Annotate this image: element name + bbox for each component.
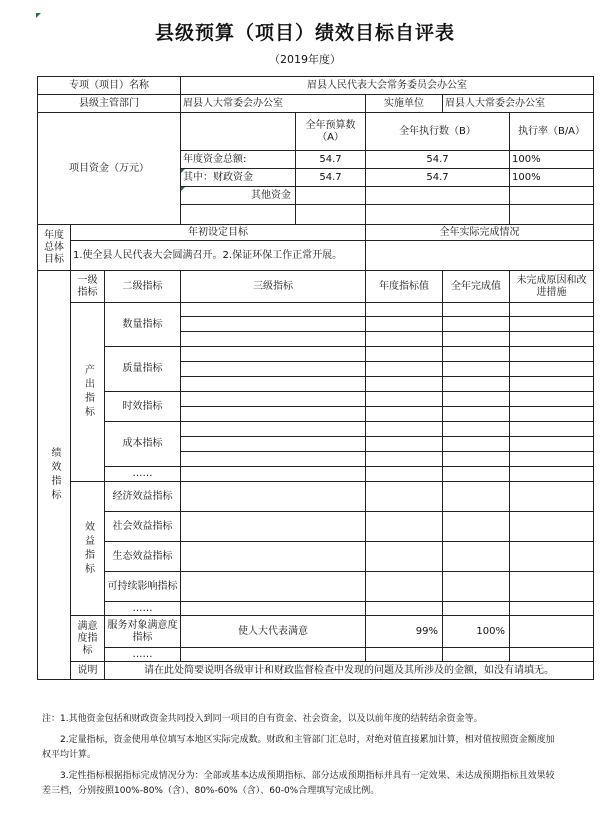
satisfaction-level3: 使人大代表满意 (181, 616, 366, 648)
output-sub-quality: 质量指标 (105, 347, 181, 392)
funds-other-label: 其他资金 (181, 187, 296, 205)
note-2: 2.定量指标，资金使用单位填写本地区实际完成数。财政和主管部门汇总时，对绝对值直接累加计算，相对值按照资金额度加权平均计算。 (42, 735, 555, 760)
funds-other-rate (510, 187, 594, 205)
level2-header: 二级指标 (105, 271, 181, 303)
benefit-indicator-label: 效益指标 (71, 482, 105, 616)
note-3: 3.定性指标根据指标完成情况分为：全部或基本达成预期指标、部分达成预期指标并具有一定效果、未达成预期指标且效果较差三档，分别按照100%-80%（含）、80%-60%（含）、60-0%合理填写完成比例。 (42, 771, 555, 796)
funds-fiscal-rate: 100% (510, 169, 594, 187)
actual-header: 全年完成值 (443, 271, 510, 303)
initial-goal-header: 年初设定目标 (71, 225, 366, 241)
output-indicator-label: 产出指标 (71, 303, 105, 482)
indicators-label: 绩效指标 (38, 271, 71, 680)
explain-text: 请在此处简要说明各级审计和财政监督检查中发现的问题及其所涉及的金额，如没有请填无。 (105, 662, 594, 680)
explain-label: 说明 (71, 662, 105, 680)
level3-header: 三级指标 (181, 271, 366, 303)
output-sub-etc: …… (105, 467, 181, 482)
col-budget-header: 全年预算数（A） (296, 113, 366, 151)
output-sub-quantity: 数量指标 (105, 303, 181, 347)
funds-empty-3 (366, 205, 510, 225)
project-name-label: 专项（项目）名称 (38, 77, 181, 95)
funds-total-label: 年度资金总额: (181, 151, 296, 169)
actual-goal-header: 全年实际完成情况 (366, 225, 594, 241)
satisfaction-sub-etc: …… (105, 648, 181, 662)
funds-label: 项目资金（万元） (38, 113, 181, 225)
funds-fiscal-label: 其中：财政资金 (181, 169, 296, 187)
benefit-sub-sustainable: 可持续影响指标 (105, 572, 181, 602)
page-title: 县级预算（项目）绩效目标自评表 (154, 22, 455, 44)
funds-other-exec (366, 187, 510, 205)
funds-total-budget: 54.7 (296, 151, 366, 169)
overall-goal-label: 年度总体目标 (38, 225, 71, 271)
satisfaction-actual: 100% (443, 616, 510, 648)
impl-label: 实施单位 (366, 95, 443, 113)
benefit-sub-etc: …… (105, 602, 181, 616)
reason-header: 未完成原因和改进措施 (510, 271, 594, 303)
evaluation-table (37, 76, 594, 680)
satisfaction-target: 99% (366, 616, 443, 648)
funds-header-blank (181, 113, 296, 151)
project-name-value: 眉县人民代表大会常务委员会办公室 (181, 77, 594, 95)
benefit-sub-social: 社会效益指标 (105, 512, 181, 542)
note-1: 注：1.其他资金包括和财政资金共同投入到同一项目的自有资金、社会资金，以及以前年度的结转结余资金等。 (42, 714, 483, 724)
dept-label: 县级主管部门 (38, 95, 181, 113)
initial-goal-text: 1.使全县人民代表大会圆满召开。2.保证环保工作正常开展。 (71, 241, 366, 271)
output-sub-timeliness: 时效指标 (105, 392, 181, 422)
dept-value: 眉县人大常委会办公室 (181, 95, 366, 113)
notes-section (42, 712, 562, 805)
col-exec-header: 全年执行数（B） (366, 113, 510, 151)
funds-fiscal-exec: 54.7 (366, 169, 510, 187)
benefit-sub-ecological: 生态效益指标 (105, 542, 181, 572)
funds-empty-4 (510, 205, 594, 225)
funds-total-exec: 54.7 (366, 151, 510, 169)
satisfaction-sub-service: 服务对象满意度指标 (105, 616, 181, 648)
funds-empty-2 (296, 205, 366, 225)
benefit-sub-economic: 经济效益指标 (105, 482, 181, 512)
funds-fiscal-budget: 54.7 (296, 169, 366, 187)
impl-value: 眉县人大常委会办公室 (443, 95, 594, 113)
year-label: （2019年度） (269, 53, 341, 66)
funds-total-rate: 100% (510, 151, 594, 169)
col-rate-header: 执行率（B/A） (510, 113, 594, 151)
actual-goal-text (366, 241, 594, 271)
level1-header: 一级指标 (71, 271, 105, 303)
funds-empty-1 (181, 205, 296, 225)
funds-other-budget (296, 187, 366, 205)
target-header: 年度指标值 (366, 271, 443, 303)
satisfaction-indicator-label: 满意度指标 (71, 616, 105, 662)
output-sub-cost: 成本指标 (105, 422, 181, 467)
